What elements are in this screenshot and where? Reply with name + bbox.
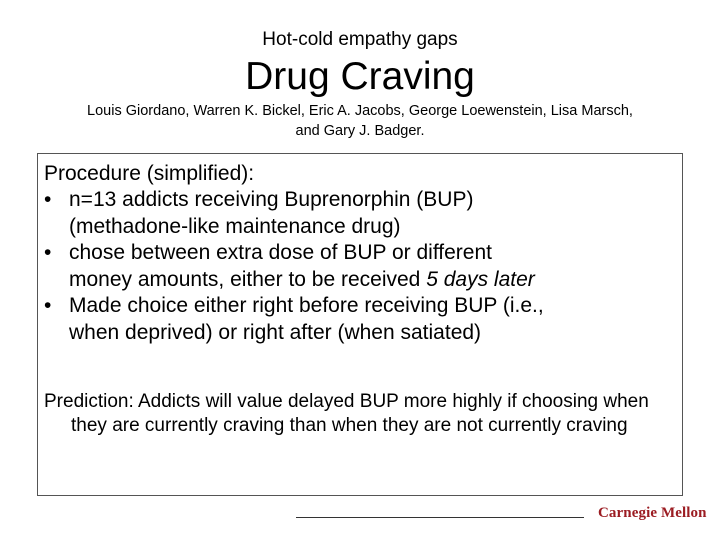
- emphasis-text: 5 days later: [426, 267, 535, 291]
- list-item: [44, 293, 684, 346]
- bullet-text-line: Made choice either right before receiving BUP (i.e.,: [69, 294, 544, 317]
- bullet-text-line: chose between extra dose of BUP or different: [69, 241, 492, 264]
- procedure-heading: Procedure (simplified):: [44, 162, 255, 185]
- procedure-bullet-list: [44, 187, 684, 346]
- bullet-icon: •: [44, 241, 52, 264]
- bullet-text-line: money amounts, either to be received: [69, 267, 427, 291]
- authors: [0, 101, 720, 141]
- bullet-text-line: (methadone-like maintenance drug): [69, 214, 401, 238]
- prediction-text: Prediction: Addicts will value delayed BUP more highly if choosing when they are currently craving than when they are not currently craving: [44, 391, 649, 436]
- bullet-icon: •: [44, 294, 52, 317]
- bullet-icon: •: [44, 188, 52, 211]
- slide-subtitle: Hot-cold empathy gaps: [262, 29, 458, 50]
- list-item: [44, 240, 684, 293]
- footer-divider: [296, 517, 584, 518]
- bullet-text-line: n=13 addicts receiving Buprenorphin (BUP): [69, 188, 474, 211]
- list-item: [44, 187, 684, 240]
- authors-line-2: and Gary J. Badger.: [295, 123, 425, 139]
- carnegie-mellon-logo: Carnegie Mellon: [598, 505, 707, 521]
- bullet-text-line: when deprived) or right after (when satiated): [69, 320, 482, 344]
- authors-line-1: Louis Giordano, Warren K. Bickel, Eric A. Jacobs, George Loewenstein, Lisa Marsch,: [87, 103, 633, 119]
- slide-title: Drug Craving: [245, 55, 475, 98]
